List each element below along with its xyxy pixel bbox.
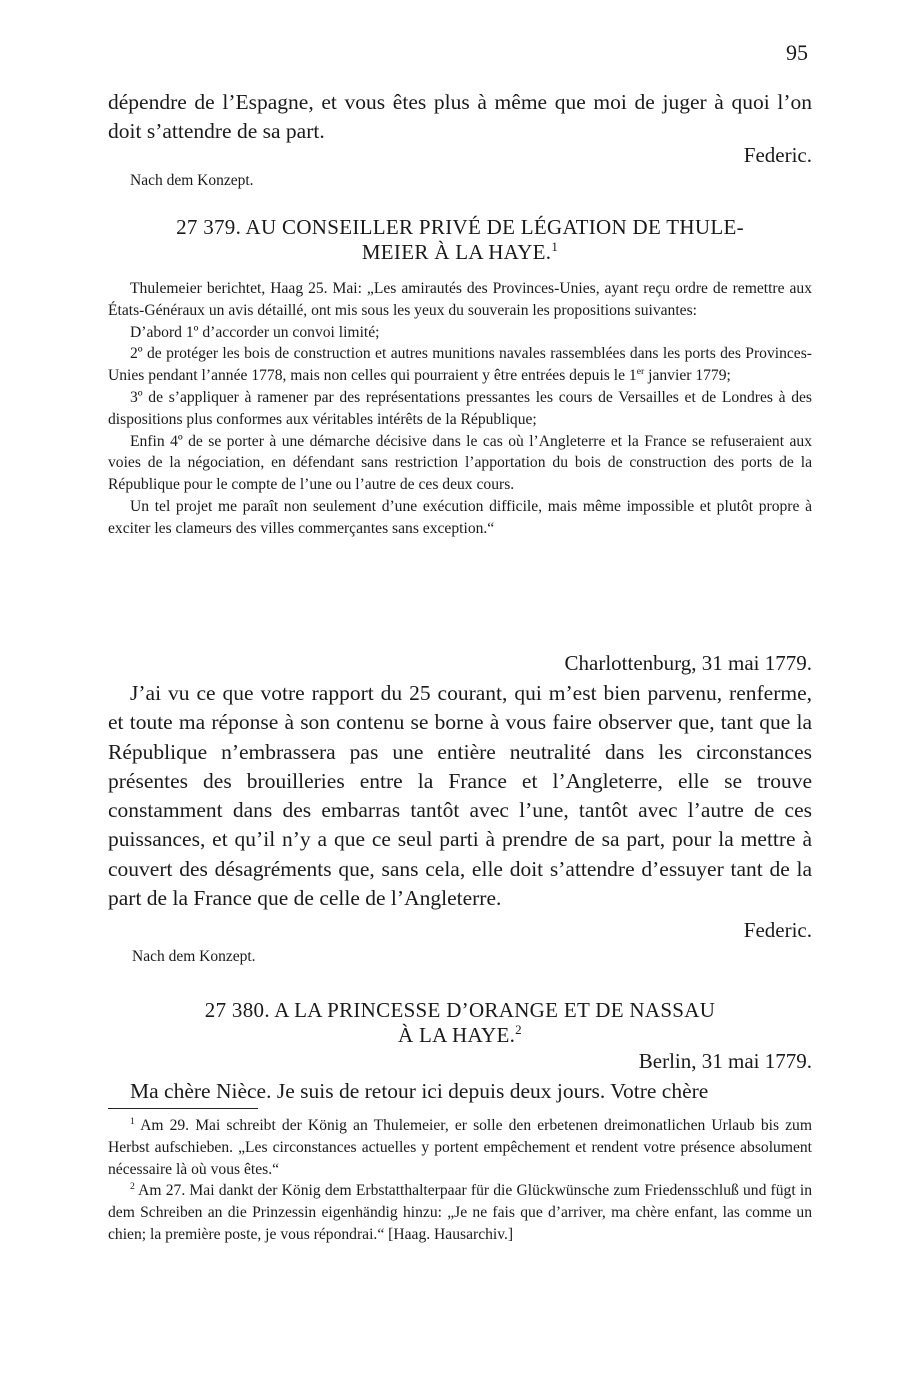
page-number: 95	[786, 40, 808, 65]
letter-2-heading	[108, 998, 812, 1048]
footnote-2-text: Am 27. Mai dankt der König dem Erbstatthalterpaar für die Glückwünsche zum Friedensschluß und fügt in dem Schreiben an die Prinzessin eigenhändig hinzu: „Je ne fais que d’arriver, ma chère enfant, las comme un chien; la première poste, je vous répondrai.“ [Haag. Hausarchiv.]	[108, 1182, 812, 1243]
report-point-2-sup: er	[636, 366, 645, 377]
footnote-ref-2: 2	[515, 1022, 522, 1037]
report-point-1: D’abord 1º d’accorder un convoi limité;	[130, 323, 380, 341]
report-point-2-text: 2º de protéger les bois de construction et autres munitions navales rassemblées dans les ports des Provinces-Unies pendant l’année 1778, mais non celles qui pourraient y être entrées depuis le 1	[108, 345, 812, 385]
letter-1-body: J’ai vu ce que votre rapport du 25 courant, qui m’est bien parvenu, renferme, et toute ma réponse à son contenu se borne à vous faire observer que, tant que la République n’embrassera pas une entière neutralité dans les circonstances présentes des brouilleries entre la France et l’Angleterre, elle se trouve constamment dans des embarras tantôt avec l’une, tantôt avec l’autre de ces puissances, et qu’il n’y a que ce seul parti à prendre de sa part, pour la mettre à couvert des désagréments que, sans cela, elle doit s’attendre d’essuyer tant de la part de la France que de celle de l’Angleterre.	[108, 681, 812, 911]
letter-2-heading-line1: 27 380. A LA PRINCESSE D’ORANGE ET DE NASSAU	[204, 998, 716, 1022]
footnote-ref-1: 1	[551, 239, 559, 254]
footnote-1	[108, 1115, 812, 1180]
source-note-1: Nach dem Konzept.	[130, 172, 254, 189]
report-point-4: Enfin 4º de se porter à une démarche décisive dans le cas où l’Angleterre et la France se refuseraient aux voies de la négociation, en défendant sans restriction l’apportation du bois de construction des ports de la République pour le compte de l’une ou l’autre de ces deux cours.	[108, 432, 812, 494]
letter-1-heading-line2: MEIER À LA HAYE.	[361, 240, 552, 264]
footnote-1-text: Am 29. Mai schreibt der König an Thulemeier, er solle den erbetenen dreimonatlichen Urlaub bis zum Herbst aufschieben. „Les circonstances actuelles y portent empêchement et rendent votre présence absolument nécessaire là où vous êtes.“	[108, 1117, 812, 1178]
letter-2-body-start: Ma chère Nièce. Je suis de retour ici depuis deux jours. Votre chère	[130, 1079, 709, 1103]
letter-1-heading	[108, 215, 812, 265]
footnotes	[108, 1115, 812, 1246]
report-comment: Un tel projet me paraît non seulement d’une exécution difficile, mais même impossible et plutôt propre à exciter les clameurs des villes commerçantes sans exception.“	[108, 497, 812, 537]
report-point-3: 3º de s’appliquer à ramener par des représentations pressantes les cours de Versailles et de Londres à des dispositions plus conformes aux véritables intérêts de la République;	[108, 388, 812, 428]
letter-1-signature: Federic.	[743, 918, 812, 942]
footnote-1-number: 1	[130, 1115, 135, 1127]
letter-1-source-note: Nach dem Konzept.	[132, 948, 256, 965]
footnote-rule	[108, 1108, 258, 1109]
letter-1-date: Charlottenburg, 31 mai 1779.	[564, 651, 812, 675]
report-point-2	[108, 343, 812, 387]
letter-2-date: Berlin, 31 mai 1779.	[638, 1049, 812, 1073]
letter-2-heading-line2: À LA HAYE.	[398, 1023, 516, 1047]
footnote-2-number: 2	[130, 1181, 135, 1193]
footnote-2	[108, 1180, 812, 1245]
signature-1: Federic.	[743, 143, 812, 167]
continued-text: dépendre de l’Espagne, et vous êtes plus à même que moi de juger à quoi l’on doit s’attendre de sa part.	[108, 90, 812, 144]
letter-1-heading-line1: 27 379. AU CONSEILLER PRIVÉ DE LÉGATION DE THULE-	[176, 215, 744, 239]
report-point-2-text-end: janvier 1779;	[644, 367, 731, 385]
report-intro: Thulemeier berichtet, Haag 25. Mai: „Les amirautés des Provinces-Unies, ayant reçu ordre de remettre aux États-Généraux un avis détaillé, ont mis sous les yeux du souverain les propositions suivantes:	[108, 280, 812, 319]
letter-1-report-summary	[108, 278, 812, 540]
